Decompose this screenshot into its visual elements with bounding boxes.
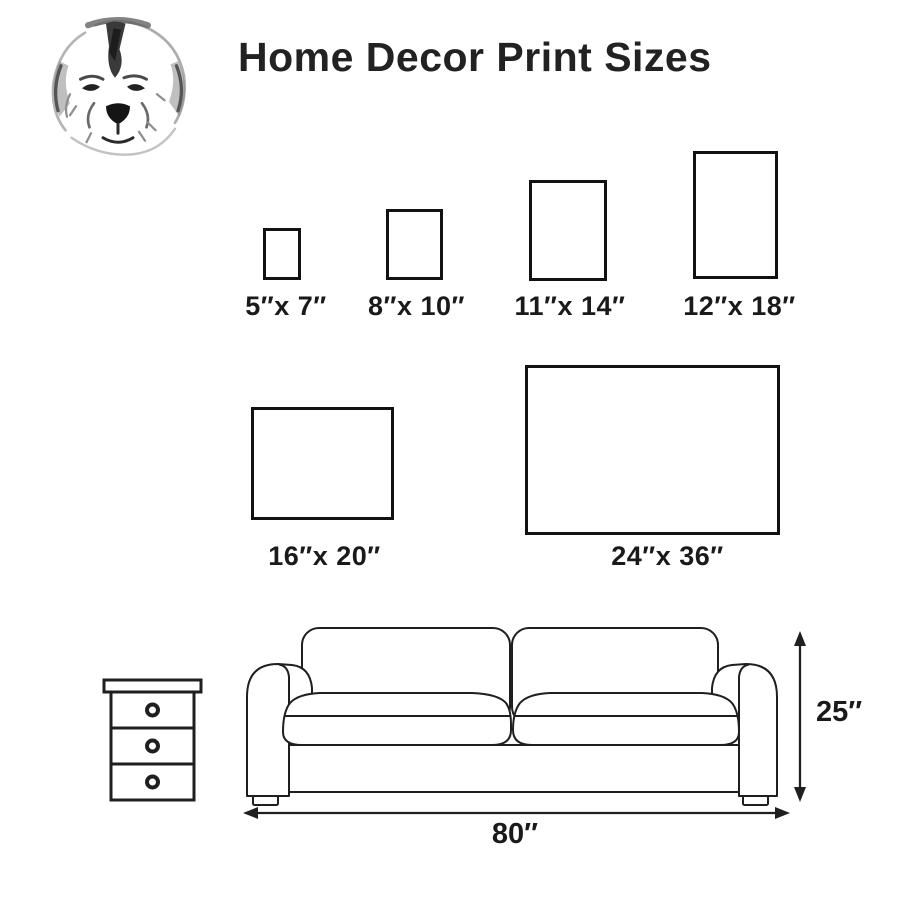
sofa-seat-cushion-left [283, 693, 511, 745]
sofa-foot-right [743, 796, 768, 805]
print-size-label-12x18: 12″x 18″ [683, 291, 796, 321]
print-box-8x10 [386, 209, 443, 280]
sofa-seat-cushion-right [513, 693, 739, 745]
side-table-top [104, 680, 201, 692]
drawer-knob [147, 777, 158, 788]
sofa-width-label: 80″ [491, 818, 539, 850]
print-size-label-24x36: 24″x 36″ [611, 541, 724, 571]
sofa-base [289, 745, 739, 792]
sofa-foot-left [253, 796, 278, 805]
sofa-height-label: 25″ [816, 696, 863, 728]
print-box-5x7 [263, 228, 301, 280]
print-box-11x14 [529, 180, 607, 281]
page-title: Home Decor Print Sizes [238, 34, 712, 80]
print-size-label-16x20: 16″x 20″ [268, 541, 381, 571]
side-table [104, 680, 201, 800]
height-dimension-arrow [794, 631, 806, 802]
print-box-16x20 [251, 407, 394, 520]
drawer-knob [147, 741, 158, 752]
print-box-12x18 [693, 151, 778, 279]
sofa [247, 628, 777, 805]
print-size-label-5x7: 5″x 7″ [245, 291, 327, 321]
print-size-label-11x14: 11″x 14″ [514, 291, 626, 321]
dog-ink-sketch-logo [40, 8, 205, 170]
drawer-knob [147, 705, 158, 716]
print-box-24x36 [525, 365, 780, 535]
print-size-label-8x10: 8″x 10″ [368, 291, 465, 321]
